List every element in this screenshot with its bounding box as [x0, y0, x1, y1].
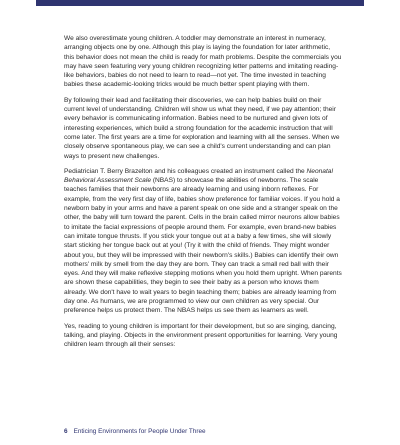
header-bar — [36, 0, 364, 6]
paragraph-2: By following their lead and facilitating their discoveries, we can help babies build on their current level of understanding. Children will show us what they need, if we pay attention; their every behavior is communicating information. Babies need to be nurtured and given lots of interesting experiences, which build a strong foundation for the academic instruction that will come later. The first years are a time for exploration and learning with all the senses. When we closely observe spontaneous play, we can see a child's current understanding and can plan ways to present new challenges. — [64, 96, 340, 160]
page-footer — [64, 427, 206, 436]
scale-title: Neonatal Behavioral Assessment Scale — [64, 167, 333, 185]
paragraph-4: Yes, reading to young children is important for their development, but so are singing, dancing, talking, and playing. Objects in the environment present opportunities for learning. Very young children learn through all their senses: — [64, 322, 338, 349]
paragraph-3-body: (NBAS) to showcase the abilities of newborns. The scale teaches families that their newborns are already learning and using inborn reflexes. For example, from the very first day of life, babies show preference for familiar voices. If you hold a newborn baby in your arms and have a parent speak on one side and a stranger speak on the other, the baby will turn toward the parent. Cells in the brain called mirror neurons allow babies to imitate the facial expressions of people around them. For example, even brand-new babies can imitate tongue thrusts. If you stick your tongue out at a baby a few times, she will slowly start sticking her tongue back out at you! (Try it with the child of friends. They might wonder about you, but they will be impressed with their newborn's skills.) Babies can identify their own mothers' milk by smell from the day they are born. They can track a small red ball with their eyes. And they will make reflexive stepping motions when you hold them upright. When parents are shown these capabilities, they begin to see their baby as a person who knows them already. We don't have to wait years to begin teaching them; babies are already learning from day one. As humans, we are programmed to view our own children as very special. Our preference helps us protect them. The NBAS helps us see them as learners as well. — [64, 177, 342, 315]
paragraph-3 — [64, 167, 342, 316]
page-number: 6 — [64, 428, 68, 435]
paragraph-3-intro: Pediatrician T. Berry Brazelton and his colleagues created an instrument called the — [64, 167, 307, 175]
running-title: Enticing Environments for People Under Three — [73, 428, 206, 435]
page-body — [64, 34, 342, 356]
paragraph-1: We also overestimate young children. A toddler may demonstrate an interest in numeracy, arranging objects one by one. Although this play is laying the foundation for later arithmetic, this behavior does not mean the child is ready for math problems. Despite the commercials you may have seen featuring very young children recognizing letter patterns and imitating reading-like behaviors, babies do not need to learn to read—not yet. The time invested in teaching babies these academic-looking tricks would be much better spent playing with them. — [64, 35, 342, 89]
